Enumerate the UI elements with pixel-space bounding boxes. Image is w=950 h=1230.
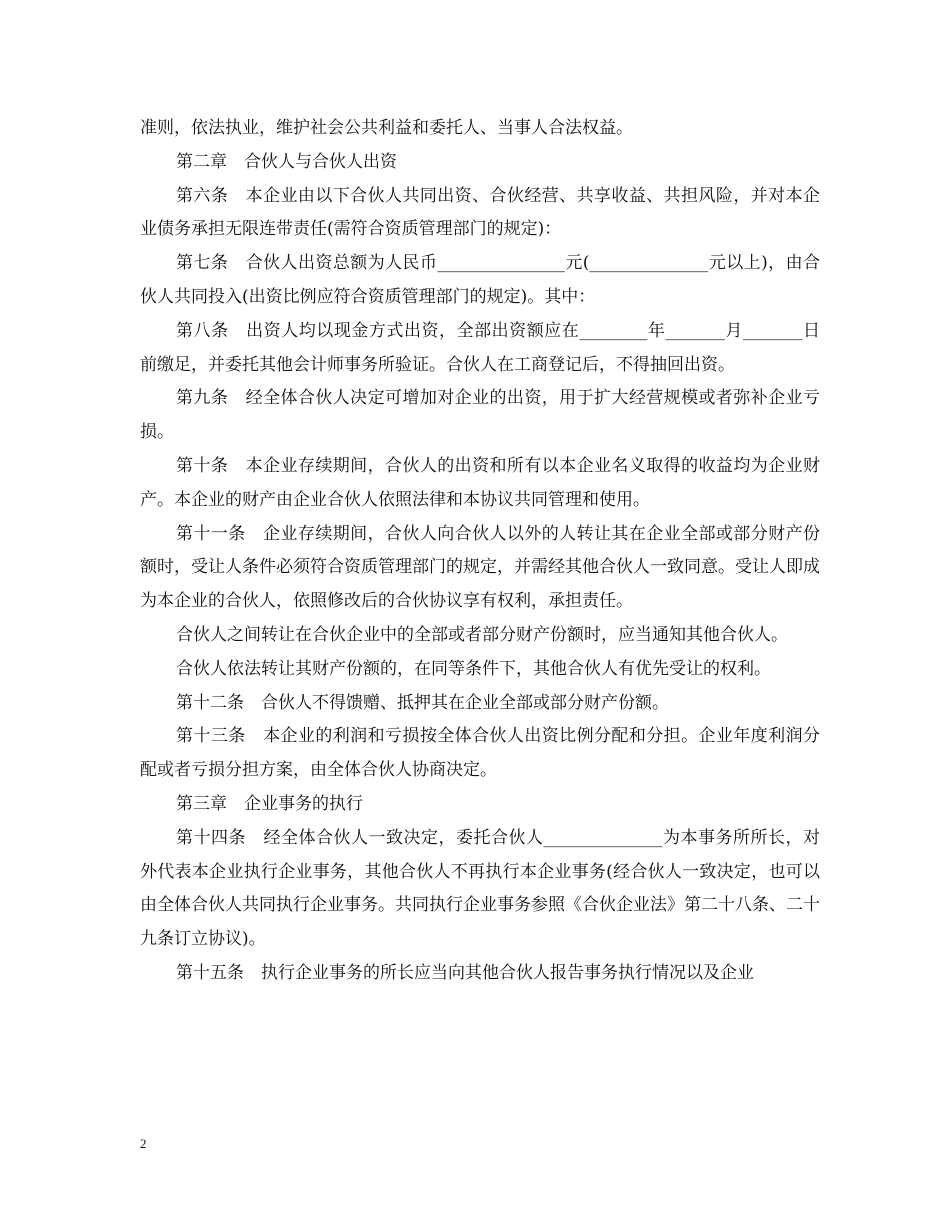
article-8: 第八条 出资人均以现金方式出资，全部出资额应在________年_______月_______日前缴足，并委托其他会计师事务所验证。合伙人在工商登记后，不得抽回出资。 <box>140 320 820 375</box>
document-body <box>140 112 820 991</box>
article-7: 第七条 合伙人出资总额为人民币_______________元(______________元以上)，由合伙人共同投入(出资比例应符合资质管理部门的规定)。其中： <box>140 253 820 307</box>
article-10: 第十条 本企业存续期间，合伙人的出资和所有以本企业名义取得的收益均为企业财产。本企业的财产由企业合伙人依照法律和本协议共同管理和使用。 <box>140 455 820 510</box>
article-11: 第十一条 企业存续期间，合伙人向合伙人以外的人转让其在企业全部或部分财产份额时，受让人条件必须符合资质管理部门的规定，并需经其他合伙人一致同意。受让人即成为本企业的合伙人，依照修改后的合伙协议享有权利，承担责任。 <box>140 523 820 612</box>
article-6: 第六条 本企业由以下合伙人共同出资、合伙经营、共享收益、共担风险，并对本企业债务承担无限连带责任(需符合资质管理部门的规定)： <box>140 185 820 240</box>
priority-right-paragraph: 合伙人依法转让其财产份额的，在同等条件下，其他合伙人有优先受让的权利。 <box>176 658 771 679</box>
chapter-2-heading: 第二章 合伙人与合伙人出资 <box>176 151 397 172</box>
transfer-notice-paragraph: 合伙人之间转让在合伙企业中的全部或者部分财产份额时，应当通知其他合伙人。 <box>176 624 788 645</box>
chapter-3-heading: 第三章 企业事务的执行 <box>176 793 363 814</box>
article-13: 第十三条 本企业的利润和亏损按全体合伙人出资比例分配和分担。企业年度利润分配或者亏损分担方案，由全体合伙人协商决定。 <box>140 726 820 781</box>
article-14: 第十四条 经全体合伙人一致决定，委托合伙人______________为本事务所所长，对外代表本企业执行企业事务，其他合伙人不再执行本企业事务(经合伙人一致决定，也可以由全体合伙人共同执行企业事务。共同执行企业事务参照《合伙企业法》第二十八条、二十九条订立协议)。 <box>140 827 820 950</box>
page-number: 2 <box>140 1136 147 1151</box>
article-9: 第九条 经全体合伙人决定可增加对企业的出资，用于扩大经营规模或者弥补企业亏损。 <box>140 388 820 443</box>
article-15: 第十五条 执行企业事务的所长应当向其他合伙人报告事务执行情况以及企业 <box>176 962 754 983</box>
paragraph-1: 准则，依法执业，维护社会公共利益和委托人、当事人合法权益。 <box>140 118 633 138</box>
article-12: 第十二条 合伙人不得馈赠、抵押其在企业全部或部分财产份额。 <box>176 692 669 713</box>
